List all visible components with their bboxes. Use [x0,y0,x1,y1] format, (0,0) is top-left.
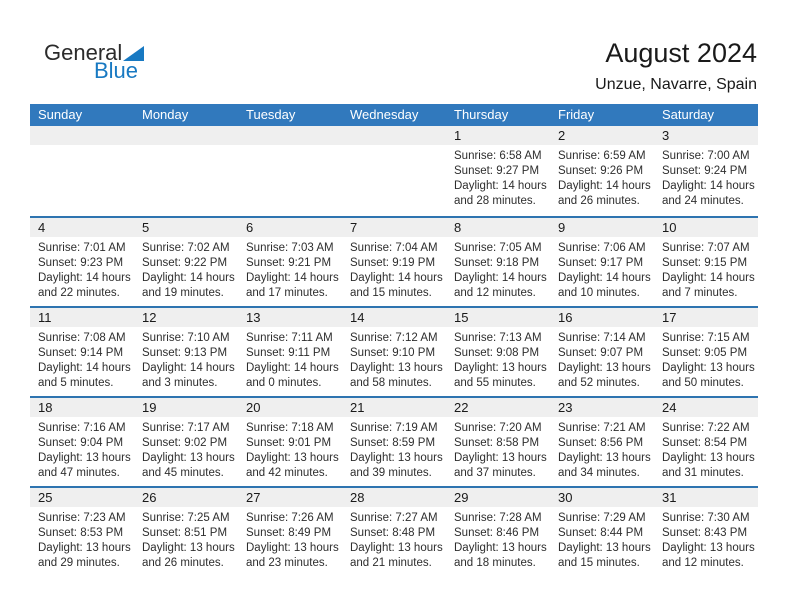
day-details [238,417,342,481]
daylight-text-line1: Daylight: 13 hours [662,452,755,464]
weekday-header-row [30,104,758,126]
daylight-text-line2: and 58 minutes. [350,377,432,389]
daylight-text-line1: Daylight: 13 hours [454,542,547,554]
day-cell [342,218,446,306]
day-number [30,126,134,145]
day-number: 6 [238,218,342,237]
sunset-text: Sunset: 9:11 PM [246,347,331,359]
day-number: 19 [134,398,238,417]
day-details [134,145,238,149]
daylight-text-line2: and 26 minutes. [142,557,224,569]
sunrise-text: Sunrise: 7:14 AM [558,332,646,344]
daylight-text-line2: and 26 minutes. [558,195,640,207]
day-number: 24 [654,398,758,417]
sunset-text: Sunset: 9:15 PM [662,257,748,269]
sunrise-text: Sunrise: 7:23 AM [38,512,126,524]
day-details [654,327,758,391]
sunrise-text: Sunrise: 7:17 AM [142,422,230,434]
day-number: 14 [342,308,446,327]
week-row-3 [30,306,758,396]
day-number: 26 [134,488,238,507]
day-cell [550,398,654,486]
sunset-text: Sunset: 9:04 PM [38,437,124,449]
day-cell [238,398,342,486]
sunset-text: Sunset: 8:51 PM [142,527,228,539]
sunset-text: Sunset: 9:18 PM [454,257,540,269]
day-cell [342,398,446,486]
sunset-text: Sunset: 9:08 PM [454,347,540,359]
daylight-text-line1: Daylight: 14 hours [454,180,547,192]
sunrise-text: Sunrise: 7:30 AM [662,512,750,524]
sunrise-text: Sunrise: 7:21 AM [558,422,646,434]
daylight-text-line2: and 31 minutes. [662,467,744,479]
weekday-saturday: Saturday [662,107,715,122]
day-cell [342,308,446,396]
day-cell [134,488,238,576]
day-cell [550,308,654,396]
sunrise-text: Sunrise: 7:00 AM [662,150,750,162]
sunrise-text: Sunrise: 6:58 AM [454,150,542,162]
day-details [134,507,238,571]
sunrise-text: Sunrise: 7:27 AM [350,512,438,524]
sunset-text: Sunset: 8:46 PM [454,527,540,539]
day-details [446,237,550,301]
day-details [238,507,342,571]
day-details [654,417,758,481]
day-number: 8 [446,218,550,237]
sunset-text: Sunset: 8:48 PM [350,527,436,539]
day-number: 29 [446,488,550,507]
day-number: 16 [550,308,654,327]
day-cell [654,218,758,306]
daylight-text-line1: Daylight: 13 hours [38,452,131,464]
sunrise-text: Sunrise: 7:20 AM [454,422,542,434]
daylight-text-line1: Daylight: 14 hours [38,362,131,374]
daylight-text-line1: Daylight: 13 hours [350,542,443,554]
day-number: 23 [550,398,654,417]
day-cell [446,308,550,396]
daylight-text-line1: Daylight: 13 hours [142,542,235,554]
day-details [550,507,654,571]
daylight-text-line2: and 23 minutes. [246,557,328,569]
day-details [342,237,446,301]
sunset-text: Sunset: 8:49 PM [246,527,332,539]
day-cell [134,398,238,486]
sunrise-text: Sunrise: 7:10 AM [142,332,230,344]
day-details [446,145,550,209]
sunset-text: Sunset: 9:17 PM [558,257,644,269]
week-row-2 [30,216,758,306]
day-details [446,507,550,571]
day-cell [30,126,134,216]
day-cell [654,308,758,396]
calendar-grid [30,104,758,576]
daylight-text-line2: and 47 minutes. [38,467,120,479]
day-number: 21 [342,398,446,417]
daylight-text-line1: Daylight: 14 hours [454,272,547,284]
daylight-text-line1: Daylight: 14 hours [142,272,235,284]
sunrise-text: Sunrise: 6:59 AM [558,150,646,162]
sunset-text: Sunset: 8:44 PM [558,527,644,539]
daylight-text-line2: and 52 minutes. [558,377,640,389]
day-number: 27 [238,488,342,507]
day-number: 5 [134,218,238,237]
sunset-text: Sunset: 9:22 PM [142,257,228,269]
daylight-text-line2: and 3 minutes. [142,377,218,389]
day-details [342,417,446,481]
sunset-text: Sunset: 9:26 PM [558,165,644,177]
day-number [342,126,446,145]
weekday-sunday: Sunday [38,107,83,122]
daylight-text-line2: and 19 minutes. [142,287,224,299]
sunrise-text: Sunrise: 7:07 AM [662,242,750,254]
general-blue-logo [44,42,144,82]
day-number: 9 [550,218,654,237]
day-details [550,237,654,301]
day-details [550,327,654,391]
day-number: 7 [342,218,446,237]
sunrise-text: Sunrise: 7:18 AM [246,422,334,434]
sunset-text: Sunset: 9:01 PM [246,437,332,449]
day-details [654,145,758,209]
day-number [238,126,342,145]
day-number [134,126,238,145]
daylight-text-line1: Daylight: 14 hours [662,180,755,192]
sunrise-text: Sunrise: 7:06 AM [558,242,646,254]
daylight-text-line1: Daylight: 13 hours [454,362,547,374]
day-number: 15 [446,308,550,327]
sunset-text: Sunset: 9:24 PM [662,165,748,177]
sunset-text: Sunset: 9:21 PM [246,257,332,269]
page-title: August 2024 [605,38,757,68]
sunrise-text: Sunrise: 7:03 AM [246,242,334,254]
daylight-text-line1: Daylight: 14 hours [246,272,339,284]
week-row-1 [30,126,758,216]
daylight-text-line2: and 5 minutes. [38,377,114,389]
day-cell [654,398,758,486]
day-number: 25 [30,488,134,507]
day-number: 20 [238,398,342,417]
day-number: 3 [654,126,758,145]
daylight-text-line2: and 24 minutes. [662,195,744,207]
sunset-text: Sunset: 8:58 PM [454,437,540,449]
daylight-text-line2: and 50 minutes. [662,377,744,389]
day-details [446,327,550,391]
day-details [342,507,446,571]
day-cell [446,126,550,216]
day-details [30,417,134,481]
day-number: 30 [550,488,654,507]
day-cell [550,126,654,216]
day-number: 11 [30,308,134,327]
daylight-text-line1: Daylight: 13 hours [558,542,651,554]
daylight-text-line1: Daylight: 14 hours [142,362,235,374]
sunrise-text: Sunrise: 7:26 AM [246,512,334,524]
daylight-text-line2: and 12 minutes. [454,287,536,299]
day-cell [134,218,238,306]
page-subtitle: Unzue, Navarre, Spain [595,76,757,93]
day-cell [238,218,342,306]
daylight-text-line1: Daylight: 14 hours [558,272,651,284]
day-details [238,327,342,391]
daylight-text-line2: and 28 minutes. [454,195,536,207]
daylight-text-line1: Daylight: 13 hours [662,542,755,554]
sunset-text: Sunset: 9:07 PM [558,347,644,359]
day-details [30,327,134,391]
sunrise-text: Sunrise: 7:29 AM [558,512,646,524]
daylight-text-line1: Daylight: 14 hours [558,180,651,192]
daylight-text-line1: Daylight: 13 hours [246,452,339,464]
sunset-text: Sunset: 9:05 PM [662,347,748,359]
sunrise-text: Sunrise: 7:25 AM [142,512,230,524]
sunset-text: Sunset: 9:14 PM [38,347,124,359]
sunrise-text: Sunrise: 7:13 AM [454,332,542,344]
day-details [30,145,134,149]
day-cell [238,126,342,216]
day-number: 28 [342,488,446,507]
sunset-text: Sunset: 8:53 PM [38,527,124,539]
day-number: 18 [30,398,134,417]
sunset-text: Sunset: 9:19 PM [350,257,436,269]
day-details [446,417,550,481]
daylight-text-line2: and 42 minutes. [246,467,328,479]
sunset-text: Sunset: 9:27 PM [454,165,540,177]
daylight-text-line1: Daylight: 13 hours [558,362,651,374]
day-number: 1 [446,126,550,145]
sunrise-text: Sunrise: 7:02 AM [142,242,230,254]
day-details [342,145,446,149]
day-number: 10 [654,218,758,237]
sunset-text: Sunset: 9:23 PM [38,257,124,269]
day-details [550,145,654,209]
day-number: 13 [238,308,342,327]
day-details [134,237,238,301]
sunrise-text: Sunrise: 7:15 AM [662,332,750,344]
day-details [238,237,342,301]
sunset-text: Sunset: 9:13 PM [142,347,228,359]
sunset-text: Sunset: 9:10 PM [350,347,436,359]
daylight-text-line2: and 45 minutes. [142,467,224,479]
day-cell [654,126,758,216]
sunrise-text: Sunrise: 7:19 AM [350,422,438,434]
daylight-text-line2: and 12 minutes. [662,557,744,569]
daylight-text-line2: and 15 minutes. [350,287,432,299]
day-number: 17 [654,308,758,327]
day-number: 2 [550,126,654,145]
sunset-text: Sunset: 8:56 PM [558,437,644,449]
sunset-text: Sunset: 8:54 PM [662,437,748,449]
sunrise-text: Sunrise: 7:11 AM [246,332,333,344]
day-cell [446,218,550,306]
daylight-text-line1: Daylight: 14 hours [38,272,131,284]
sunset-text: Sunset: 8:59 PM [350,437,436,449]
weekday-friday: Friday [558,107,595,122]
daylight-text-line2: and 18 minutes. [454,557,536,569]
day-cell [238,308,342,396]
weekday-thursday: Thursday [454,107,509,122]
day-number: 12 [134,308,238,327]
day-details [238,145,342,149]
daylight-text-line2: and 29 minutes. [38,557,120,569]
day-cell [342,488,446,576]
daylight-text-line1: Daylight: 13 hours [246,542,339,554]
daylight-text-line2: and 15 minutes. [558,557,640,569]
day-cell [134,126,238,216]
weekday-tuesday: Tuesday [246,107,296,122]
logo-text-general: General [44,40,123,65]
day-cell [446,488,550,576]
day-cell [30,218,134,306]
sunrise-text: Sunrise: 7:22 AM [662,422,750,434]
day-details [30,507,134,571]
daylight-text-line2: and 34 minutes. [558,467,640,479]
sunrise-text: Sunrise: 7:01 AM [38,242,126,254]
daylight-text-line2: and 37 minutes. [454,467,536,479]
day-cell [134,308,238,396]
day-number: 22 [446,398,550,417]
day-cell [30,488,134,576]
daylight-text-line1: Daylight: 13 hours [38,542,131,554]
day-number: 4 [30,218,134,237]
daylight-text-line2: and 21 minutes. [350,557,432,569]
day-cell [238,488,342,576]
week-row-5 [30,486,758,576]
daylight-text-line1: Daylight: 13 hours [350,362,443,374]
day-details [30,237,134,301]
day-details [342,327,446,391]
daylight-text-line2: and 10 minutes. [558,287,640,299]
day-number: 31 [654,488,758,507]
weekday-monday: Monday [142,107,189,122]
sunset-text: Sunset: 8:43 PM [662,527,748,539]
day-cell [30,308,134,396]
sunrise-text: Sunrise: 7:12 AM [350,332,438,344]
logo-text-blue: Blue [94,58,139,83]
day-cell [550,488,654,576]
daylight-text-line1: Daylight: 14 hours [246,362,339,374]
day-cell [550,218,654,306]
daylight-text-line1: Daylight: 13 hours [350,452,443,464]
daylight-text-line2: and 0 minutes. [246,377,322,389]
day-cell [654,488,758,576]
day-cell [30,398,134,486]
day-cell [342,126,446,216]
sunrise-text: Sunrise: 7:05 AM [454,242,542,254]
weekday-wednesday: Wednesday [350,107,419,122]
daylight-text-line1: Daylight: 13 hours [662,362,755,374]
daylight-text-line1: Daylight: 13 hours [558,452,651,464]
daylight-text-line1: Daylight: 14 hours [662,272,755,284]
sunrise-text: Sunrise: 7:28 AM [454,512,542,524]
day-details [134,417,238,481]
daylight-text-line1: Daylight: 13 hours [142,452,235,464]
day-details [654,237,758,301]
daylight-text-line1: Daylight: 13 hours [454,452,547,464]
sunrise-text: Sunrise: 7:08 AM [38,332,126,344]
sunrise-text: Sunrise: 7:04 AM [350,242,438,254]
daylight-text-line1: Daylight: 14 hours [350,272,443,284]
sunset-text: Sunset: 9:02 PM [142,437,228,449]
day-details [134,327,238,391]
day-cell [446,398,550,486]
day-details [654,507,758,571]
daylight-text-line2: and 55 minutes. [454,377,536,389]
daylight-text-line2: and 22 minutes. [38,287,120,299]
daylight-text-line2: and 7 minutes. [662,287,738,299]
sunrise-text: Sunrise: 7:16 AM [38,422,126,434]
daylight-text-line2: and 39 minutes. [350,467,432,479]
day-details [550,417,654,481]
week-row-4 [30,396,758,486]
daylight-text-line2: and 17 minutes. [246,287,328,299]
